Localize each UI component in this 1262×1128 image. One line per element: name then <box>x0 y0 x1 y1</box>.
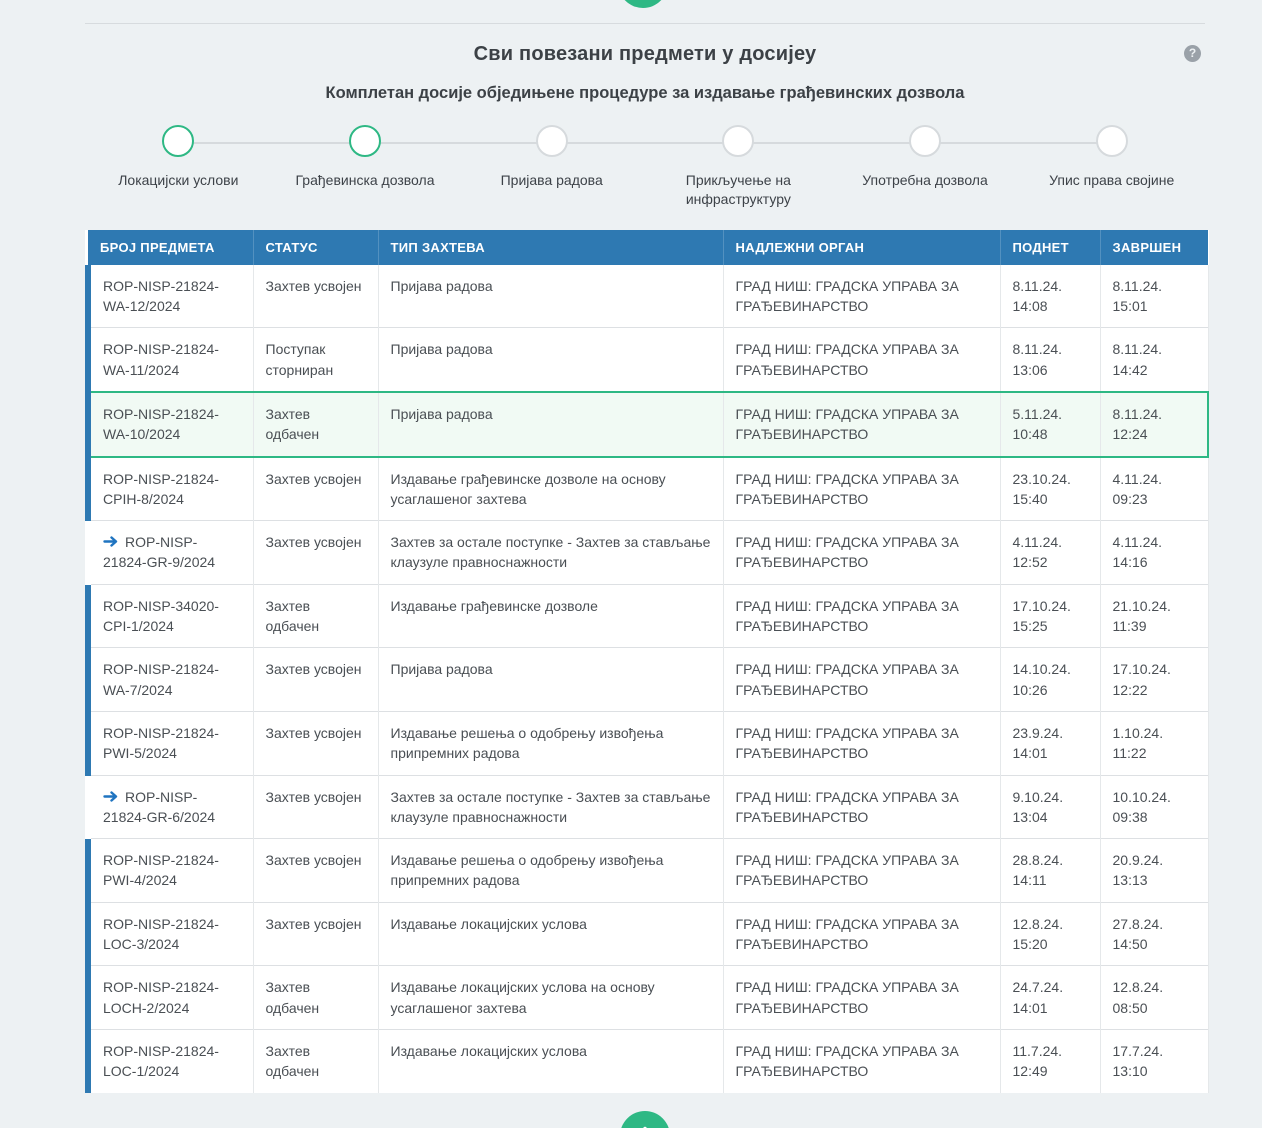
completed-cell <box>1100 648 1208 712</box>
case-number: ROP-NISP-21824-CPIH-8/2024 <box>103 470 219 507</box>
submitted-time: 14:08 <box>1012 298 1048 315</box>
status-text: Захтев усвојен <box>265 788 362 805</box>
stepper-circle[interactable] <box>349 125 381 157</box>
request-type-cell <box>378 392 723 457</box>
table-row[interactable] <box>88 966 1208 1030</box>
request-type-cell <box>378 521 723 585</box>
submitted-time: 15:25 <box>1012 618 1048 635</box>
submitted-date: 23.10.24. <box>1012 470 1071 487</box>
case-number: ROP-NISP-21824-GR-6/2024 <box>103 788 216 825</box>
completed-cell <box>1100 457 1208 521</box>
request-type-text: Пријава радова <box>390 277 493 294</box>
table-row[interactable] <box>88 521 1208 585</box>
status-cell <box>253 966 378 1030</box>
submitted-cell <box>1000 1029 1100 1092</box>
table-row[interactable] <box>88 711 1208 775</box>
status-cell <box>253 328 378 392</box>
status-text: Захтев усвојен <box>265 277 362 294</box>
stepper-circle[interactable] <box>722 125 754 157</box>
authority-text: ГРАД НИШ: ГРАДСКА УПРАВА ЗА ГРАЂЕВИНАРСТВО <box>735 724 959 762</box>
authority-text: ГРАД НИШ: ГРАДСКА УПРАВА ЗА ГРАЂЕВИНАРСТВО <box>735 852 959 889</box>
submitted-cell <box>1000 966 1100 1030</box>
completed-cell <box>1100 711 1208 775</box>
request-type-text: Издавање решења о одобрењу извођења припремних радова <box>390 724 664 762</box>
completed-time: 09:23 <box>1112 490 1148 507</box>
submitted-cell <box>1000 775 1100 839</box>
table-row[interactable] <box>88 265 1208 328</box>
column-header-case-number: БРОЈ ПРЕДМЕТА <box>88 230 253 265</box>
authority-cell <box>723 584 1000 648</box>
authority-text: ГРАД НИШ: ГРАДСКА УПРАВА ЗА ГРАЂЕВИНАРСТВО <box>735 597 959 635</box>
request-type-cell <box>378 902 723 966</box>
completed-cell <box>1100 1029 1208 1092</box>
completed-cell <box>1100 902 1208 966</box>
status-text: Захтев одбачен <box>265 979 320 1016</box>
case-number: ROP-NISP-21824-WA-10/2024 <box>103 405 219 443</box>
completed-date: 8.11.24. <box>1112 277 1163 294</box>
request-type-cell <box>378 265 723 328</box>
stepper-circle[interactable] <box>909 125 941 157</box>
table-row[interactable] <box>88 648 1208 712</box>
submitted-cell <box>1000 584 1100 648</box>
submitted-time: 14:01 <box>1012 999 1048 1016</box>
submitted-time: 14:01 <box>1012 745 1048 762</box>
completed-date: 1.10.24. <box>1112 724 1164 741</box>
case-number-cell[interactable] <box>88 392 253 457</box>
completed-time: 13:13 <box>1112 872 1148 889</box>
stepper-circle[interactable] <box>162 125 194 157</box>
case-number-cell[interactable] <box>88 648 253 712</box>
submitted-time: 14:11 <box>1012 872 1047 889</box>
case-number-cell[interactable] <box>88 328 253 392</box>
status-text: Захтев одбачен <box>265 597 320 635</box>
submitted-cell <box>1000 839 1100 903</box>
authority-text: ГРАД НИШ: ГРАДСКА УПРАВА ЗА ГРАЂЕВИНАРСТВО <box>735 1042 959 1080</box>
completed-cell <box>1100 265 1208 328</box>
case-number: ROP-NISP-21824-WA-11/2024 <box>103 341 219 378</box>
completed-date: 4.11.24. <box>1112 534 1163 551</box>
authority-text: ГРАД НИШ: ГРАДСКА УПРАВА ЗА ГРАЂЕВИНАРСТВО <box>735 534 959 571</box>
submitted-cell <box>1000 328 1100 392</box>
authority-text: ГРАД НИШ: ГРАДСКА УПРАВА ЗА ГРАЂЕВИНАРСТВО <box>735 788 959 825</box>
stepper-circle[interactable] <box>1096 125 1128 157</box>
status-cell <box>253 1029 378 1092</box>
stepper-step <box>85 125 272 209</box>
case-number: ROP-NISP-21824-LOC-1/2024 <box>103 1042 219 1080</box>
status-cell <box>253 265 378 328</box>
stepper-step-label: Локацијски услови <box>118 172 239 188</box>
completed-date: 17.7.24. <box>1112 1042 1164 1059</box>
status-text: Поступак сторниран <box>265 341 334 378</box>
submitted-date: 8.11.24. <box>1012 341 1063 358</box>
case-number-cell[interactable] <box>88 584 253 648</box>
completed-date: 8.11.24. <box>1112 405 1163 422</box>
help-icon[interactable]: ? <box>1184 45 1201 62</box>
case-number: ROP-NISP-21824-GR-9/2024 <box>103 534 216 571</box>
submitted-time: 13:06 <box>1012 361 1048 378</box>
submitted-cell <box>1000 902 1100 966</box>
stepper <box>85 125 1205 209</box>
stepper-circle[interactable] <box>536 125 568 157</box>
stepper-step <box>272 125 459 209</box>
submitted-cell <box>1000 521 1100 585</box>
down-arrow-icon <box>633 1124 657 1128</box>
submitted-date: 5.11.24. <box>1012 405 1063 422</box>
authority-cell <box>723 265 1000 328</box>
right-arrow-icon <box>103 787 118 798</box>
submitted-date: 9.10.24. <box>1012 788 1064 805</box>
authority-text: ГРАД НИШ: ГРАДСКА УПРАВА ЗА ГРАЂЕВИНАРСТВО <box>735 915 959 953</box>
submitted-cell <box>1000 648 1100 712</box>
table-row[interactable] <box>88 328 1208 392</box>
table-row[interactable] <box>88 1029 1208 1092</box>
authority-text: ГРАД НИШ: ГРАДСКА УПРАВА ЗА ГРАЂЕВИНАРСТВО <box>735 341 959 378</box>
submitted-time: 15:40 <box>1012 490 1048 507</box>
authority-text: ГРАД НИШ: ГРАДСКА УПРАВА ЗА ГРАЂЕВИНАРСТВО <box>735 405 959 443</box>
case-number: ROP-NISP-21824-WA-12/2024 <box>103 277 219 315</box>
submitted-date: 28.8.24. <box>1012 852 1064 869</box>
request-type-cell <box>378 328 723 392</box>
authority-cell <box>723 1029 1000 1092</box>
related-cases-panel <box>85 24 1205 1128</box>
completed-time: 14:16 <box>1112 554 1148 571</box>
case-number-cell[interactable] <box>88 775 253 839</box>
submitted-time: 10:48 <box>1012 426 1048 443</box>
completed-time: 12:22 <box>1112 681 1148 698</box>
completed-date: 8.11.24. <box>1112 341 1163 358</box>
stepper-step-label: Употребна дозвола <box>862 172 988 188</box>
case-number: ROP-NISP-21824-PWI-5/2024 <box>103 724 219 762</box>
request-type-text: Издавање грађевинске дозволе <box>390 597 598 614</box>
completed-time: 14:42 <box>1112 361 1148 378</box>
submitted-date: 23.9.24. <box>1012 724 1064 741</box>
request-type-cell <box>378 711 723 775</box>
table-row[interactable] <box>88 392 1208 457</box>
completed-time: 11:22 <box>1112 745 1147 762</box>
completed-time: 13:10 <box>1112 1063 1148 1080</box>
column-header-completed: ЗАВРШЕН <box>1100 230 1208 265</box>
authority-text: ГРАД НИШ: ГРАДСКА УПРАВА ЗА ГРАЂЕВИНАРСТВО <box>735 470 959 507</box>
request-type-text: Захтев за остале поступке - Захтев за стављање клаузуле правноснажности <box>390 534 711 571</box>
authority-cell <box>723 457 1000 521</box>
case-number-cell[interactable] <box>88 521 253 585</box>
completed-cell <box>1100 775 1208 839</box>
authority-cell <box>723 711 1000 775</box>
submitted-date: 4.11.24. <box>1012 534 1063 551</box>
request-type-cell <box>378 775 723 839</box>
table-row[interactable] <box>88 839 1208 903</box>
right-arrow-icon <box>103 532 118 543</box>
authority-cell <box>723 775 1000 839</box>
column-header-status: СТАТУС <box>253 230 378 265</box>
scroll-down-button[interactable] <box>620 1111 670 1128</box>
request-type-cell <box>378 1029 723 1092</box>
status-cell <box>253 775 378 839</box>
request-type-text: Издавање локацијских услова <box>390 1042 587 1059</box>
authority-cell <box>723 521 1000 585</box>
stepper-step-label: Прикључење на инфраструктуру <box>685 172 791 207</box>
submitted-date: 24.7.24. <box>1012 979 1064 996</box>
request-type-cell <box>378 966 723 1030</box>
page-title: Сви повезани предмети у досијеу <box>473 43 817 65</box>
case-number: ROP-NISP-21824-PWI-4/2024 <box>103 852 219 889</box>
submitted-time: 12:52 <box>1012 554 1048 571</box>
stepper-step-label: Пријава радова <box>500 172 603 188</box>
request-type-text: Издавање грађевинске дозволе на основу усаглашеног захтева <box>390 470 666 507</box>
case-number: ROP-NISP-21824-LOCH-2/2024 <box>103 979 219 1016</box>
request-type-cell <box>378 648 723 712</box>
status-text: Захтев усвојен <box>265 852 362 869</box>
request-type-cell <box>378 839 723 903</box>
authority-cell <box>723 328 1000 392</box>
case-number-cell[interactable] <box>88 966 253 1030</box>
table-header-row <box>88 230 1208 265</box>
table-row[interactable] <box>88 902 1208 966</box>
table-row[interactable] <box>88 584 1208 648</box>
completed-date: 10.10.24. <box>1112 788 1171 805</box>
completed-date: 20.9.24. <box>1112 852 1164 869</box>
completed-time: 08:50 <box>1112 999 1148 1016</box>
cases-table <box>85 230 1209 1093</box>
table-row[interactable] <box>88 457 1208 521</box>
authority-text: ГРАД НИШ: ГРАДСКА УПРАВА ЗА ГРАЂЕВИНАРСТВО <box>735 661 959 698</box>
authority-cell <box>723 966 1000 1030</box>
stepper-step <box>645 125 832 209</box>
completed-date: 17.10.24. <box>1112 661 1171 678</box>
completed-cell <box>1100 966 1208 1030</box>
request-type-text: Издавање решења о одобрењу извођења припремних радова <box>390 852 664 889</box>
request-type-text: Пријава радова <box>390 341 493 358</box>
status-text: Захтев усвојен <box>265 470 362 487</box>
case-number-cell[interactable] <box>88 457 253 521</box>
status-cell <box>253 584 378 648</box>
authority-cell <box>723 839 1000 903</box>
request-type-text: Захтев за остале поступке - Захтев за стављање клаузуле правноснажности <box>390 788 711 825</box>
stepper-step <box>458 125 645 209</box>
submitted-cell <box>1000 711 1100 775</box>
stepper-step <box>1018 125 1205 209</box>
submitted-date: 14.10.24. <box>1012 661 1071 678</box>
submitted-cell <box>1000 392 1100 457</box>
case-number: ROP-NISP-21824-WA-7/2024 <box>103 661 219 698</box>
case-number: ROP-NISP-34020-CPI-1/2024 <box>103 597 219 635</box>
status-text: Захтев усвојен <box>265 661 362 678</box>
case-number-cell[interactable] <box>88 711 253 775</box>
status-text: Захтев одбачен <box>265 1042 320 1080</box>
submitted-date: 17.10.24. <box>1012 597 1071 614</box>
stepper-step-label: Упис права својине <box>1049 172 1175 188</box>
case-number-cell[interactable] <box>88 902 253 966</box>
table-row[interactable] <box>88 775 1208 839</box>
case-number: ROP-NISP-21824-LOC-3/2024 <box>103 915 219 953</box>
status-text: Захтев усвојен <box>265 724 362 741</box>
completed-cell <box>1100 328 1208 392</box>
request-type-text: Пријава радова <box>390 405 493 422</box>
authority-cell <box>723 902 1000 966</box>
authority-text: ГРАД НИШ: ГРАДСКА УПРАВА ЗА ГРАЂЕВИНАРСТВО <box>735 277 959 315</box>
completed-time: 12:24 <box>1112 426 1148 443</box>
request-type-text: Издавање локацијских услова <box>390 915 587 932</box>
status-cell <box>253 457 378 521</box>
status-cell <box>253 839 378 903</box>
request-type-text: Издавање локацијских услова на основу усаглашеног захтева <box>390 979 655 1016</box>
completed-cell <box>1100 839 1208 903</box>
completed-cell <box>1100 521 1208 585</box>
stepper-step <box>832 125 1019 209</box>
status-cell <box>253 521 378 585</box>
authority-text: ГРАД НИШ: ГРАДСКА УПРАВА ЗА ГРАЂЕВИНАРСТВО <box>735 979 959 1016</box>
completed-date: 21.10.24. <box>1112 597 1171 614</box>
status-text: Захтев усвојен <box>265 915 362 932</box>
submitted-time: 10:26 <box>1012 681 1048 698</box>
submitted-date: 8.11.24. <box>1012 277 1063 294</box>
request-type-cell <box>378 584 723 648</box>
status-cell <box>253 648 378 712</box>
submitted-date: 11.7.24. <box>1012 1042 1063 1059</box>
status-cell <box>253 902 378 966</box>
completed-cell <box>1100 392 1208 457</box>
status-cell <box>253 711 378 775</box>
completed-cell <box>1100 584 1208 648</box>
completed-date: 4.11.24. <box>1112 470 1163 487</box>
stepper-step-label: Грађевинска дозвола <box>295 172 435 188</box>
submitted-cell <box>1000 457 1100 521</box>
case-number-cell[interactable] <box>88 265 253 328</box>
scroll-up-button[interactable] <box>618 0 668 8</box>
completed-date: 12.8.24. <box>1112 979 1164 996</box>
case-number-cell[interactable] <box>88 839 253 903</box>
request-type-cell <box>378 457 723 521</box>
status-text: Захтев одбачен <box>265 405 320 443</box>
completed-date: 27.8.24. <box>1112 915 1164 932</box>
completed-time: 11:39 <box>1112 618 1147 635</box>
request-type-text: Пријава радова <box>390 661 493 678</box>
submitted-time: 15:20 <box>1012 936 1048 953</box>
status-text: Захтев усвојен <box>265 534 362 551</box>
column-header-request-type: ТИП ЗАХТЕВА <box>378 230 723 265</box>
submitted-time: 13:04 <box>1012 808 1048 825</box>
status-cell <box>253 392 378 457</box>
page-subtitle: Комплетан досије обједињене процедуре за издавање грађевинских дозвола <box>325 84 965 102</box>
submitted-cell <box>1000 265 1100 328</box>
authority-cell <box>723 392 1000 457</box>
completed-time: 09:38 <box>1112 808 1148 825</box>
submitted-date: 12.8.24. <box>1012 915 1064 932</box>
authority-cell <box>723 648 1000 712</box>
column-header-submitted: ПОДНЕТ <box>1000 230 1100 265</box>
column-header-authority: НАДЛЕЖНИ ОРГАН <box>723 230 1000 265</box>
completed-time: 15:01 <box>1112 298 1148 315</box>
case-number-cell[interactable] <box>88 1029 253 1092</box>
completed-time: 14:50 <box>1112 936 1148 953</box>
submitted-time: 12:49 <box>1012 1063 1048 1080</box>
cases-table-body <box>88 265 1208 1093</box>
